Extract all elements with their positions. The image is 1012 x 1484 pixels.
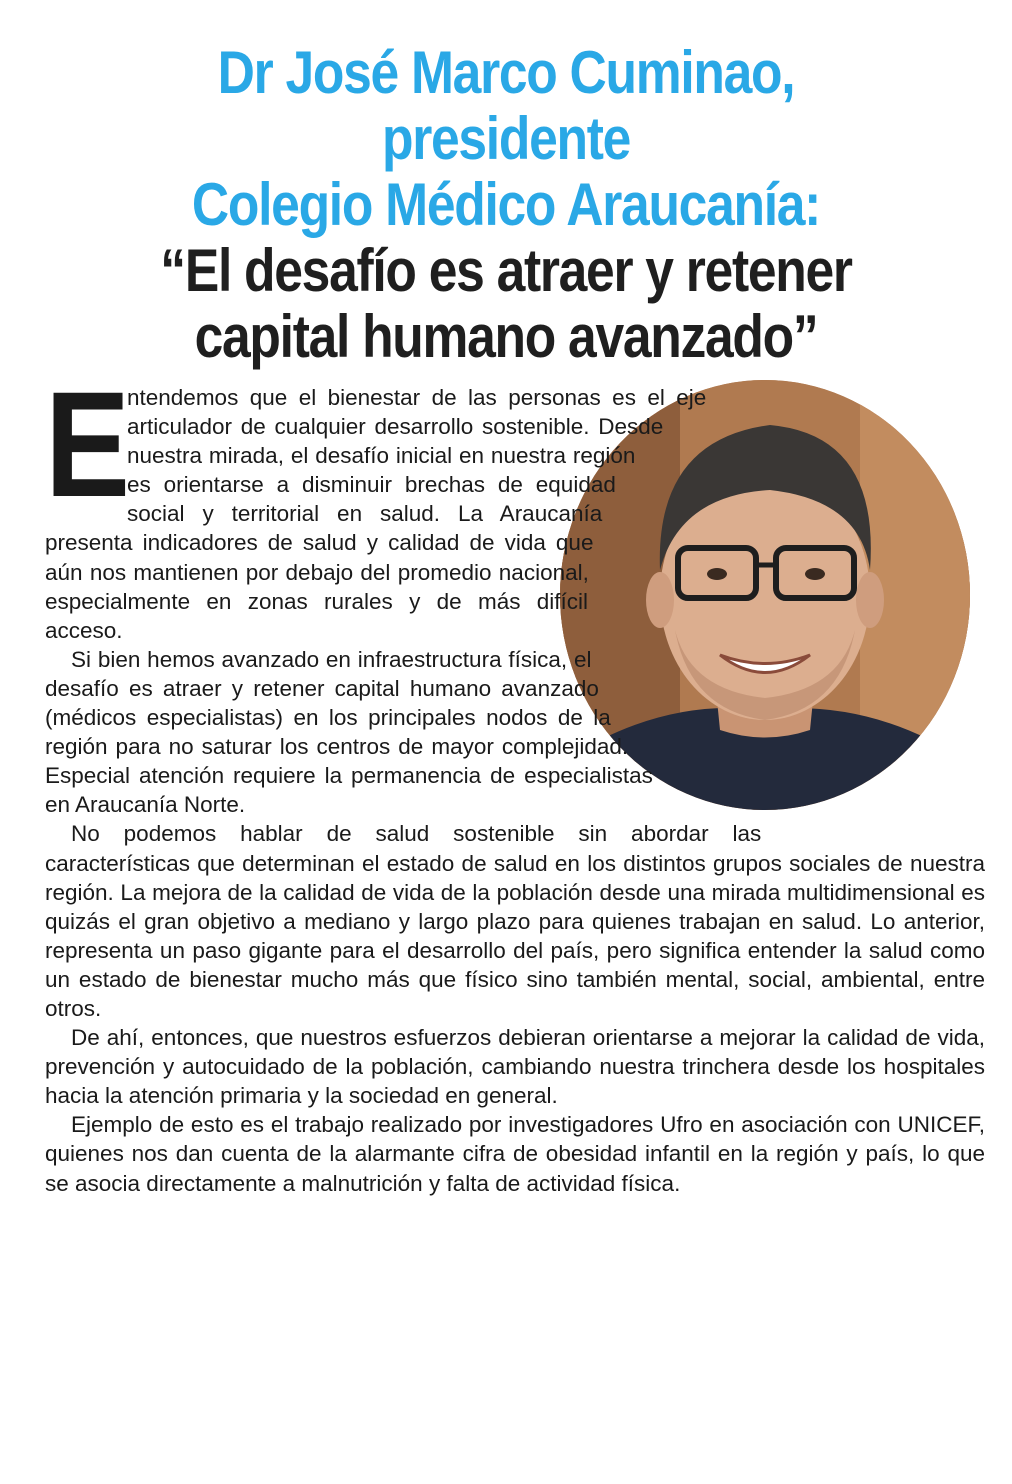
drop-cap: E (45, 360, 131, 528)
paragraph-2: Si bien hemos avanzado en infraestructura física, el desafío es atraer y retener capital humano avanzado (médicos especialistas) en los principales nodos de la región para no saturar los centros de mayor complejidad. Especial atención requiere la permanencia de especialistas en Araucanía Norte. (45, 646, 653, 818)
headline-quote-2: capital humano avanzado” (194, 303, 818, 370)
paragraph-5: Ejemplo de esto es el trabajo realizado por investigadores Ufro en asociación con UNICEF, quienes nos dan cuenta de la alarmante cifra de obesidad infantil en la región y país, lo que se asocia directamente a malnutrición y falta de actividad física. (45, 1112, 985, 1196)
paragraph-1-text: ntendemos que el bienestar de las personas es el eje articulador de cualquier desarrollo sostenible. Desde nuestra mirada, el desafío inicial en nuestra región es orientarse a disminuir brechas de equidad social y territorial en salud. La Araucanía presenta indicadores de salud y calidad de vida que aún nos mantienen por debajo del promedio nacional, especialmente en zonas rurales y de más difícil acceso. (45, 385, 707, 643)
paragraph-4: De ahí, entonces, que nuestros esfuerzos debieran orientarse a mejorar la calidad de vida, prevención y autocuidado de la población, cambiando nuestra trinchera desde los hospitales hacia la atención primaria y la sociedad en general. (45, 1025, 985, 1109)
article-body (45, 360, 985, 1198)
headline-quote-1: “El desafío es atraer y retener (160, 237, 852, 304)
headline-role: Colegio Médico Araucanía: (191, 171, 821, 238)
paragraph-3: No podemos hablar de salud sostenible sin abordar las características que determinan el estado de salud en los distintos grupos sociales de nuestra región. La mejora de la calidad de vida de la población desde una mirada multidimensional es quizás el gran objetivo a mediano y largo plazo para quienes trabajan en salud. Lo anterior, representa un paso gigante para el desarrollo del país, pero significa entender la salud como un estado de bienestar mucho más que físico sino también mental, social, ambiental, entre otros. (45, 821, 985, 1021)
headline-name: Dr José Marco Cuminao, presidente (217, 39, 795, 172)
headline (88, 40, 924, 370)
